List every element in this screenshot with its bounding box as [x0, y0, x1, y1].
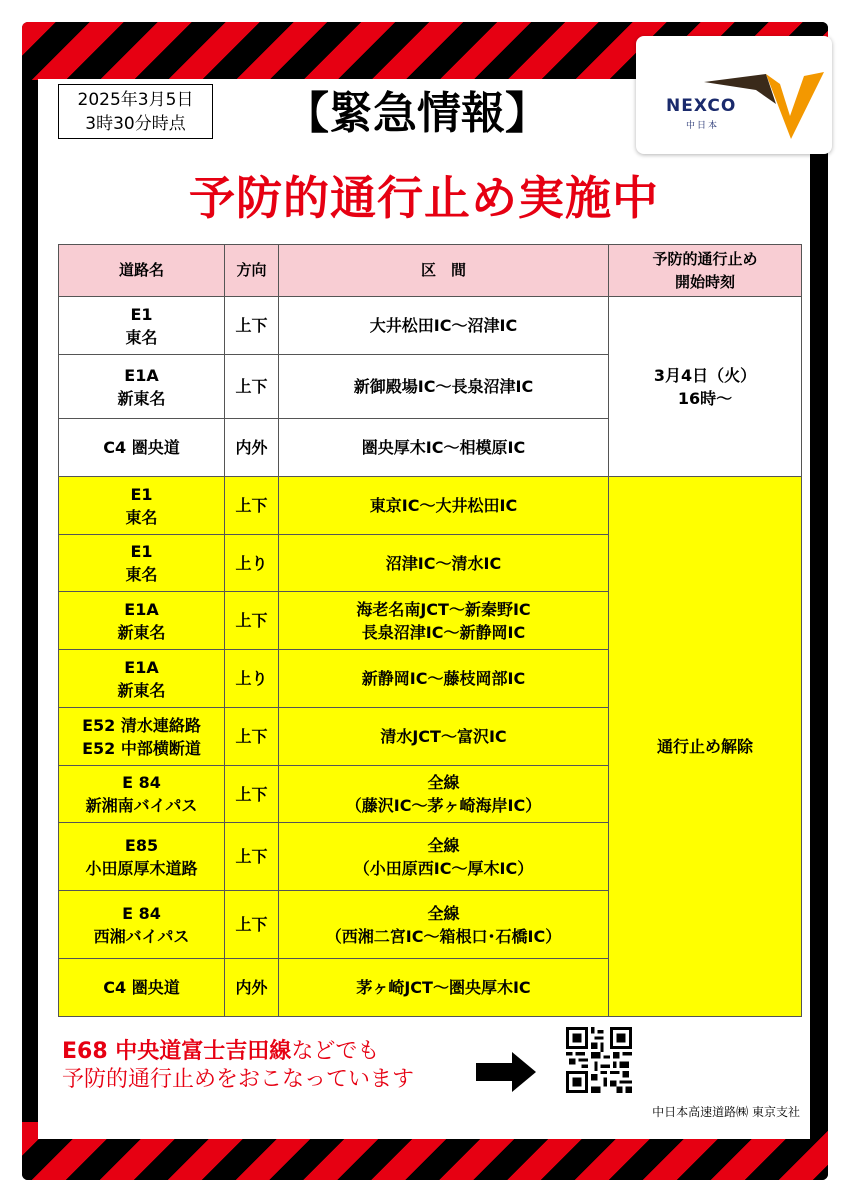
road-cell: C4 圏央道 — [59, 959, 225, 1017]
section-cell: 新御殿場IC～長泉沼津IC — [279, 355, 609, 419]
road-cell: E1 東名 — [59, 297, 225, 355]
time-line: 3時30分時点 — [85, 114, 186, 134]
road-cell: E 84 新湘南バイパス — [59, 766, 225, 823]
date-line: 2025年3月5日 — [77, 90, 194, 110]
road-cell: E85 小田原厚木道路 — [59, 823, 225, 891]
section-cell: 茅ヶ崎JCT～圏央厚木IC — [279, 959, 609, 1017]
closure-start-time: 3月4日（火） 16時～ — [609, 297, 802, 477]
direction-cell: 上下 — [225, 823, 279, 891]
direction-cell: 上下 — [225, 766, 279, 823]
section-cell: 新静岡IC～藤枝岡部IC — [279, 650, 609, 708]
note-route: E68 中央道富士吉田線 — [62, 1039, 292, 1064]
logo-name: NEXCO — [666, 96, 737, 116]
qr-code-icon[interactable] — [566, 1027, 632, 1093]
closure-table — [58, 244, 802, 1017]
header-section: 区 間 — [279, 245, 609, 297]
company-name: 中日本高速道路㈱ 東京支社 — [652, 1105, 800, 1119]
section-cell: 海老名南JCT～新秦野IC 長泉沼津IC～新静岡IC — [279, 592, 609, 650]
logo-subname: 中日本 — [686, 121, 720, 131]
header-road: 道路名 — [59, 245, 225, 297]
table-row — [59, 297, 802, 355]
road-cell: E1A 新東名 — [59, 355, 225, 419]
section-cell: 大井松田IC～沼津IC — [279, 297, 609, 355]
direction-cell: 上下 — [225, 477, 279, 535]
nexco-logo — [636, 36, 832, 154]
header-start-time: 予防的通行止め 開始時刻 — [609, 245, 802, 297]
direction-cell: 上り — [225, 650, 279, 708]
section-cell: 全線 （小田原西IC～厚木IC） — [279, 823, 609, 891]
arrow-right-icon — [476, 1052, 536, 1092]
road-cell: E 84 西湘バイパス — [59, 891, 225, 959]
road-cell: E1A 新東名 — [59, 650, 225, 708]
header-direction: 方向 — [225, 245, 279, 297]
road-cell: E1 東名 — [59, 477, 225, 535]
closure-lifted: 通行止め解除 — [609, 477, 802, 1017]
section-cell: 圏央厚木IC～相模原IC — [279, 419, 609, 477]
note-rest: などでも — [291, 1039, 380, 1064]
timestamp-box — [58, 84, 213, 139]
additional-closure-note — [62, 1038, 414, 1094]
road-cell: E1 東名 — [59, 535, 225, 592]
road-cell: E1A 新東名 — [59, 592, 225, 650]
note-line2: 予防的通行止めをおこなっています — [62, 1067, 415, 1092]
direction-cell: 上下 — [225, 355, 279, 419]
direction-cell: 内外 — [225, 419, 279, 477]
section-cell: 清水JCT～富沢IC — [279, 708, 609, 766]
table-row — [59, 477, 802, 535]
road-cell: E52 清水連絡路 E52 中部横断道 — [59, 708, 225, 766]
direction-cell: 上下 — [225, 708, 279, 766]
road-cell: C4 圏央道 — [59, 419, 225, 477]
section-cell: 沼津IC～清水IC — [279, 535, 609, 592]
section-cell: 全線 （西湘二宮IC～箱根口･石橋IC） — [279, 891, 609, 959]
page-title: 【緊急情報】 — [285, 88, 549, 139]
section-cell: 東京IC～大井松田IC — [279, 477, 609, 535]
direction-cell: 上り — [225, 535, 279, 592]
direction-cell: 上下 — [225, 592, 279, 650]
direction-cell: 上下 — [225, 891, 279, 959]
table-header-row — [59, 245, 802, 297]
page-subtitle: 予防的通行止め実施中 — [189, 171, 659, 225]
section-cell: 全線 （藤沢IC～茅ヶ崎海岸IC） — [279, 766, 609, 823]
direction-cell: 内外 — [225, 959, 279, 1017]
direction-cell: 上下 — [225, 297, 279, 355]
